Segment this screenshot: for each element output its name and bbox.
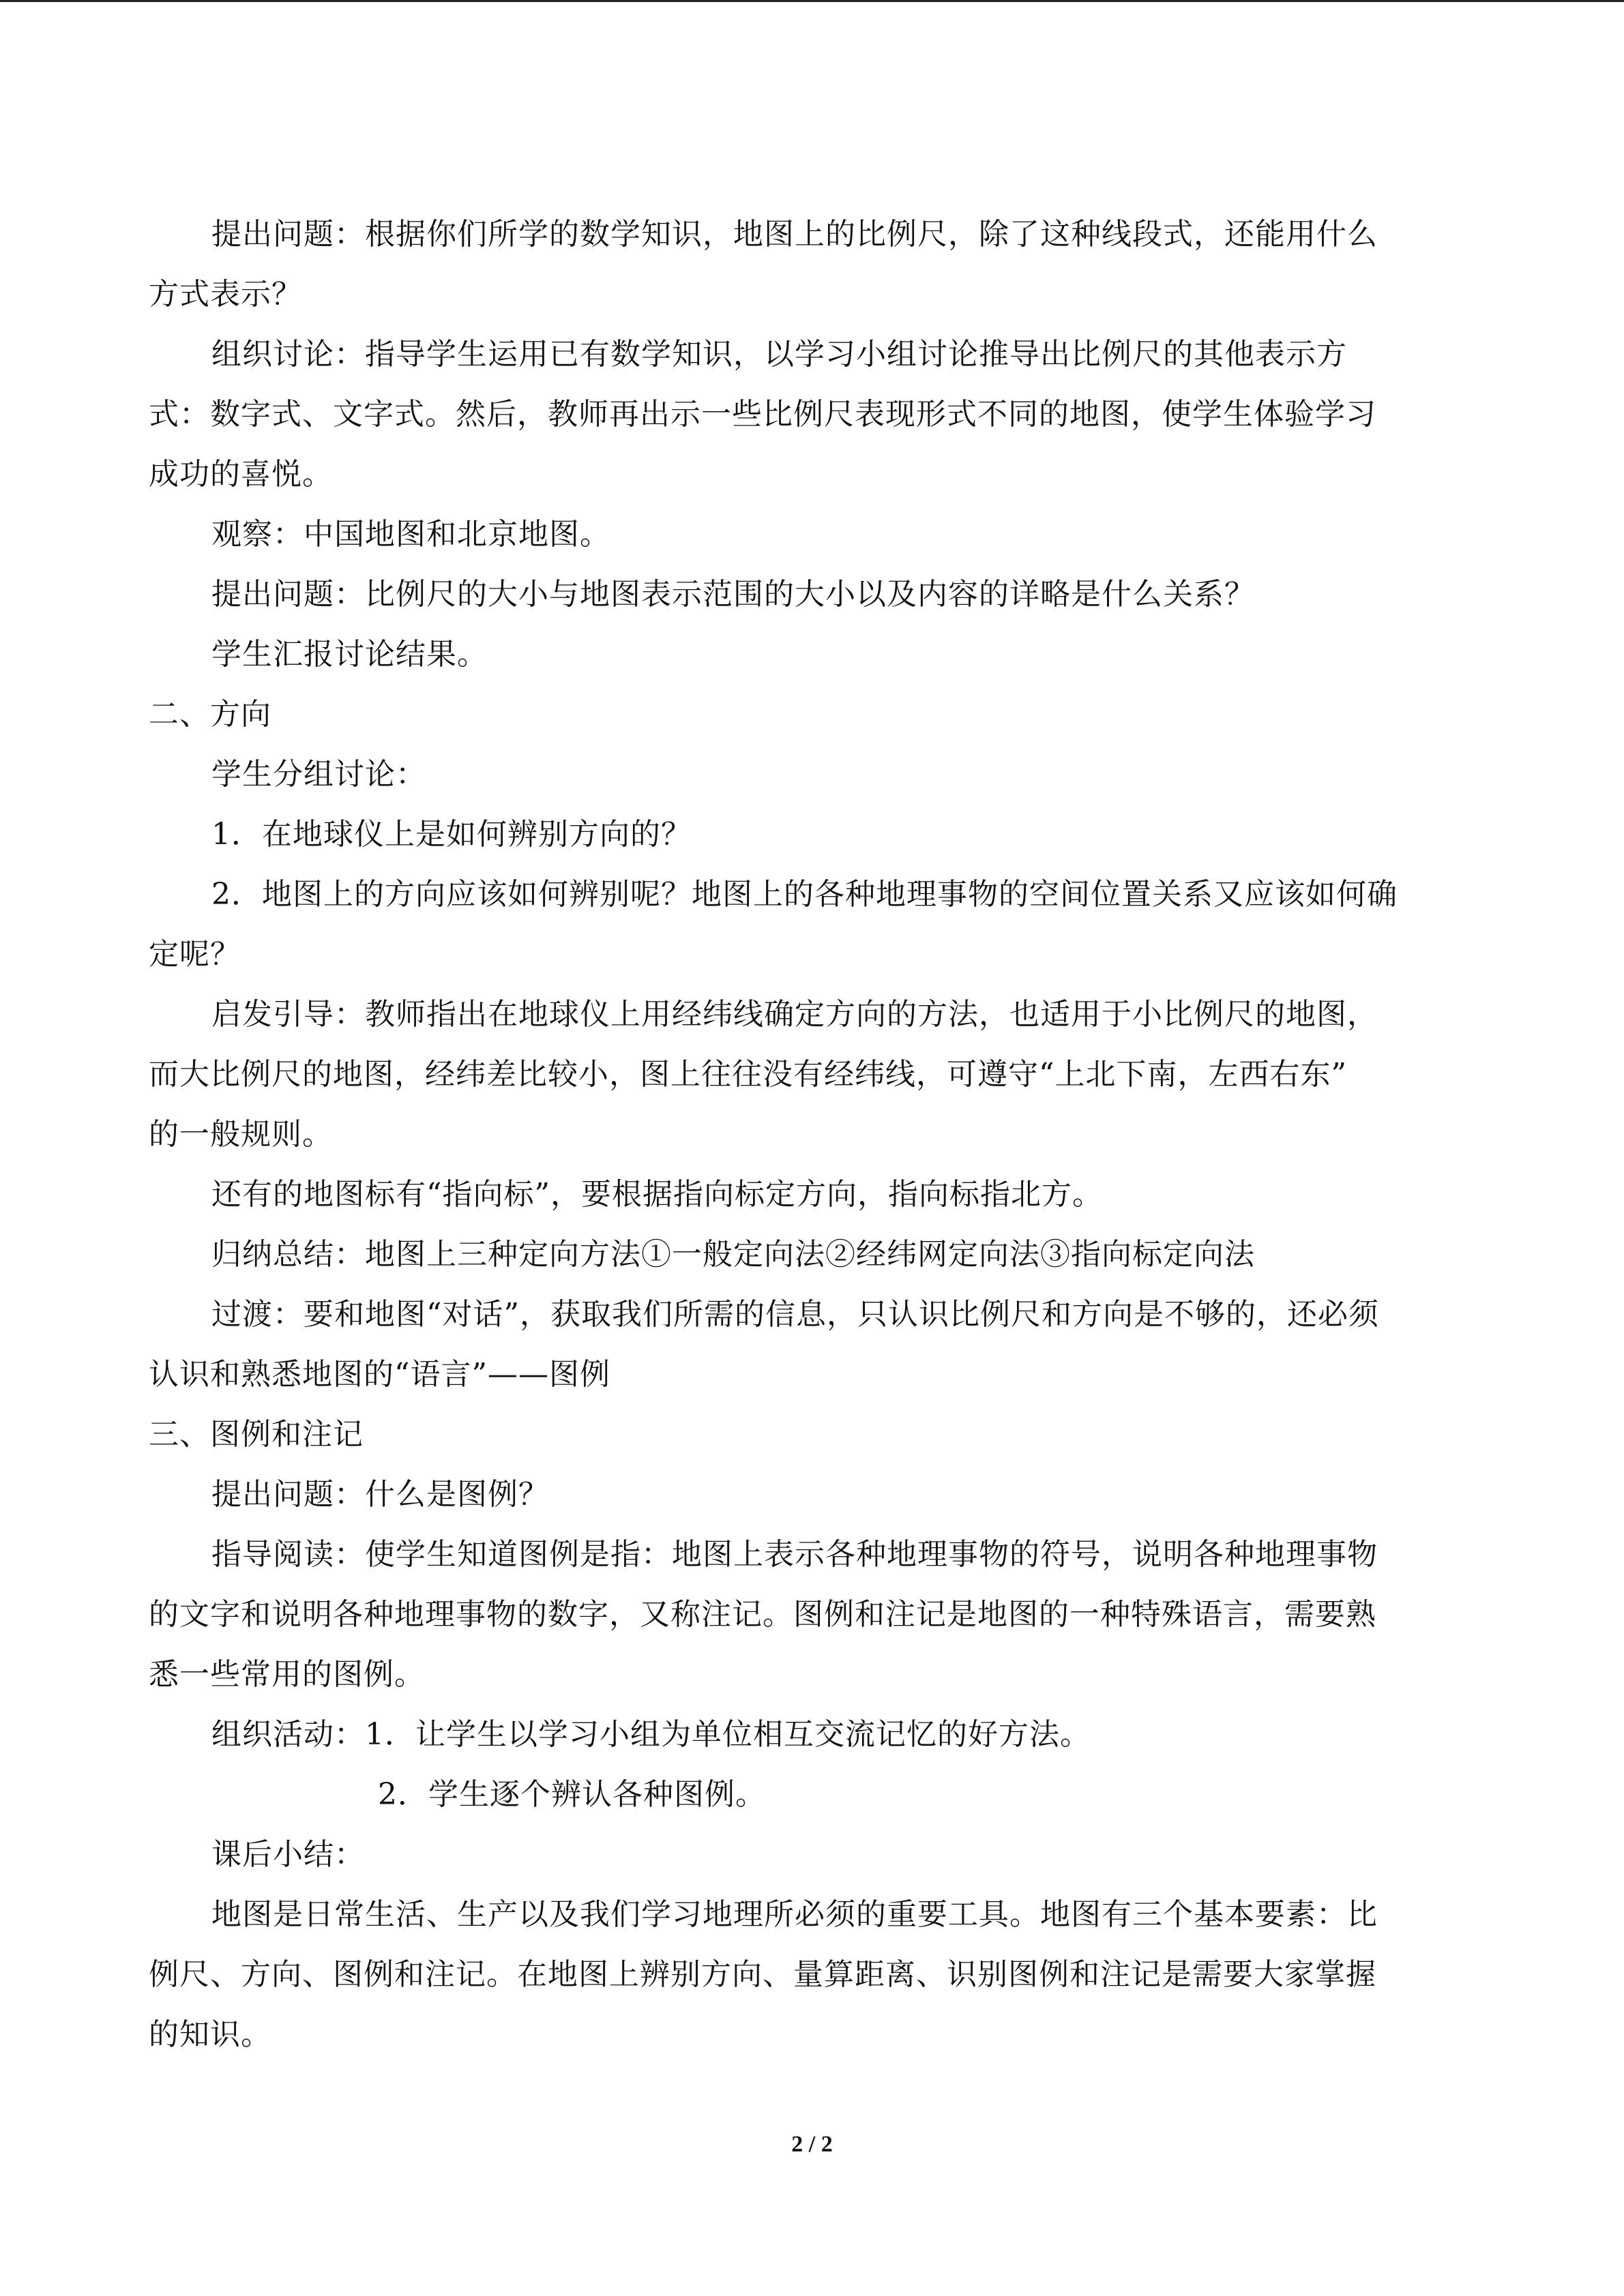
top-border-line xyxy=(0,0,1624,2)
text-line: 方式表示？ xyxy=(149,277,302,312)
text-line: 认识和熟悉地图的“语言”——图例 xyxy=(149,1357,610,1392)
text-line: 三、图例和注记 xyxy=(149,1417,364,1452)
text-line: 二、方向 xyxy=(149,697,271,732)
text-line: 启发引导：教师指出在地球仪上用经纬线确定方向的方法，也适用于小比例尺的地图， xyxy=(211,997,1378,1032)
text-line: 指导阅读：使学生知道图例是指：地图上表示各种地理事物的符号，说明各种地理事物 xyxy=(211,1537,1378,1572)
text-line: 提出问题：根据你们所学的数学知识，地图上的比例尺，除了这种线段式，还能用什么 xyxy=(211,217,1378,252)
text-line: 的文字和说明各种地理事物的数字，又称注记。图例和注记是地图的一种特殊语言，需要熟 xyxy=(149,1597,1376,1632)
text-line: 课后小结： xyxy=(211,1837,365,1872)
text-line: 提出问题：什么是图例？ xyxy=(211,1477,549,1512)
text-line: 成功的喜悦。 xyxy=(149,457,333,492)
text-line: 1．在地球仪上是如何辨别方向的？ xyxy=(211,817,692,852)
text-line: 观察：中国地图和北京地图。 xyxy=(211,517,610,552)
text-line: 的一般规则。 xyxy=(149,1117,333,1152)
text-line: 2．地图上的方向应该如何辨别呢？地图上的各种地理事物的空间位置关系又应该如何确 xyxy=(211,877,1398,912)
text-line: 的知识。 xyxy=(149,2017,271,2052)
page-number: 2 / 2 xyxy=(791,2132,833,2157)
text-line: 学生分组讨论： xyxy=(211,757,426,792)
text-line: 式：数字式、文字式。然后，教师再出示一些比例尺表现形式不同的地图，使学生体验学习 xyxy=(149,397,1376,432)
text-line: 2．学生逐个辨认各种图例。 xyxy=(378,1777,766,1812)
text-line: 组织活动：1．让学生以学习小组为单位相互交流记忆的好方法。 xyxy=(211,1717,1091,1752)
document-body xyxy=(149,205,1475,2065)
text-line: 还有的地图标有“指向标”，要根据指向标定方向，指向标指北方。 xyxy=(211,1177,1103,1212)
text-line: 归纳总结：地图上三种定向方法①一般定向法②经纬网定向法③指向标定向法 xyxy=(211,1237,1255,1272)
text-line: 提出问题：比例尺的大小与地图表示范围的大小以及内容的详略是什么关系？ xyxy=(211,577,1255,612)
text-line: 组织讨论：指导学生运用已有数学知识，以学习小组讨论推导出比例尺的其他表示方 xyxy=(211,337,1347,372)
text-line: 例尺、方向、图例和注记。在地图上辨别方向、量算距离、识别图例和注记是需要大家掌握 xyxy=(149,1957,1376,1992)
text-line: 悉一些常用的图例。 xyxy=(149,1657,425,1692)
text-line: 而大比例尺的地图，经纬差比较小，图上往往没有经纬线，可遵守“上北下南，左西右东” xyxy=(149,1057,1347,1092)
text-line: 过渡：要和地图“对话”，获取我们所需的信息，只认识比例尺和方向是不够的，还必须 xyxy=(211,1297,1379,1332)
text-line: 定呢？ xyxy=(149,937,241,972)
text-line: 地图是日常生活、生产以及我们学习地理所必须的重要工具。地图有三个基本要素：比 xyxy=(211,1897,1378,1932)
text-line: 学生汇报讨论结果。 xyxy=(211,637,488,672)
